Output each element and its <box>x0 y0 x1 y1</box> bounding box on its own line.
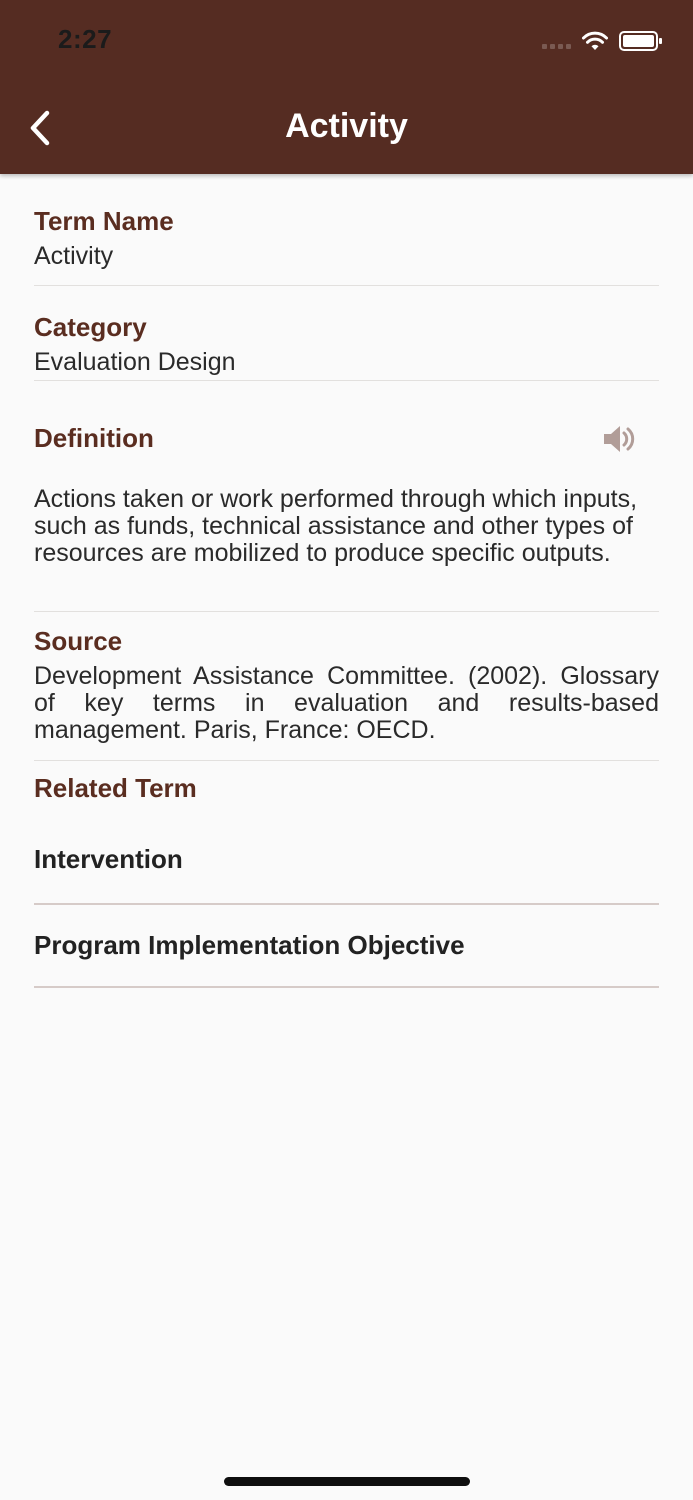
status-icons <box>542 30 663 52</box>
speak-definition-button[interactable] <box>599 421 639 457</box>
term-name-label: Term Name <box>34 206 174 236</box>
status-time: 2:27 <box>58 24 113 54</box>
term-name-value: Activity <box>34 242 114 270</box>
source-text: Development Assistance Committee. (2002). Glossary of key terms in evaluation and results-based management. Paris, France: OECD. <box>34 662 659 744</box>
related-term-program-implementation-objective[interactable]: Program Implementation Objective <box>34 905 659 988</box>
definition-section <box>34 381 659 612</box>
category-section <box>34 286 659 381</box>
app-header <box>0 0 693 174</box>
term-detail <box>34 174 659 988</box>
wifi-icon <box>581 30 609 52</box>
home-indicator <box>224 1477 470 1486</box>
related-term-label: Related Term <box>34 773 197 803</box>
related-term-intervention[interactable]: Intervention <box>34 826 659 905</box>
category-label: Category <box>34 312 147 342</box>
category-value: Evaluation Design <box>34 348 236 376</box>
page-title: Activity <box>285 107 408 145</box>
cellular-signal-icon <box>542 33 571 49</box>
definition-label: Definition <box>34 423 154 453</box>
battery-icon <box>619 30 663 52</box>
definition-text: Actions taken or work performed through which inputs, such as funds, technical assistance and other types of resources are mobilized to produce specific outputs. <box>34 485 638 567</box>
source-label: Source <box>34 626 123 656</box>
term-name-section <box>34 174 659 286</box>
speaker-icon <box>602 424 636 454</box>
related-term-list <box>34 826 659 988</box>
source-section <box>34 612 659 761</box>
